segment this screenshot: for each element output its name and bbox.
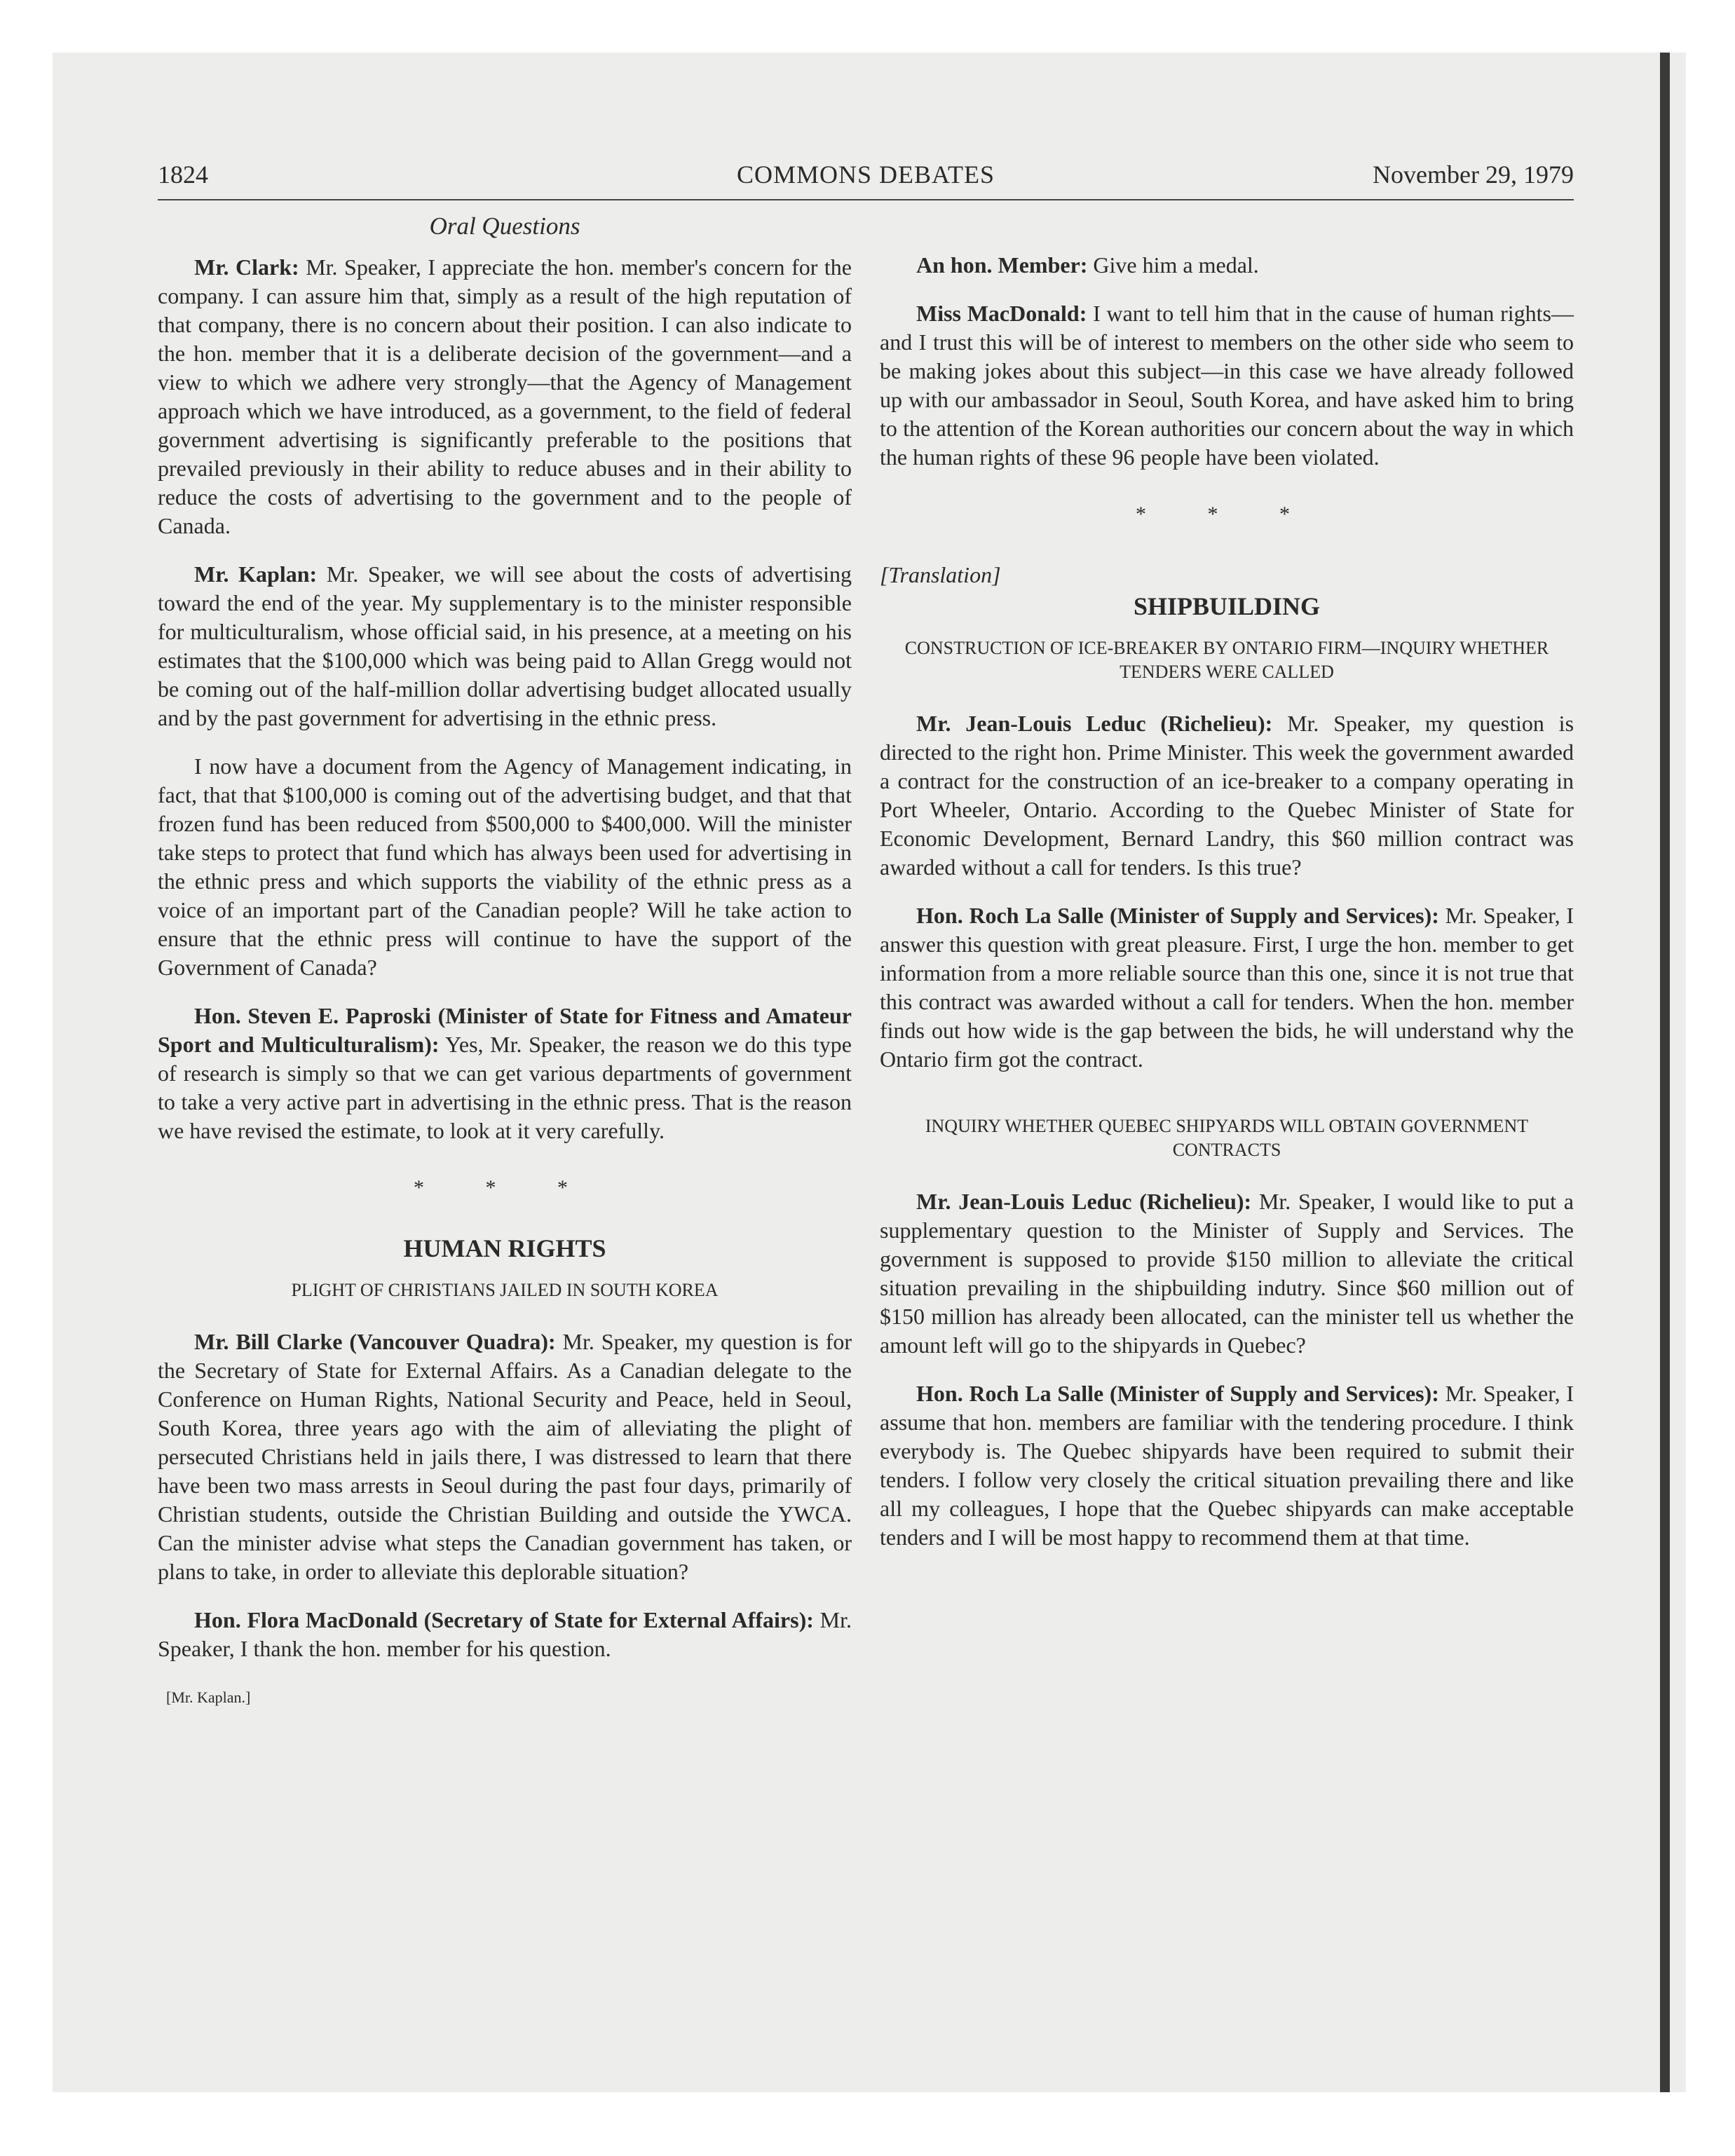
speaker-name: Miss MacDonald: — [916, 301, 1087, 326]
paragraph-macdonald-reply — [880, 299, 1574, 472]
footer-note: [Mr. Kaplan.] — [166, 1688, 251, 1706]
left-column — [158, 205, 852, 1712]
paragraph-lasalle-reply — [880, 1379, 1574, 1552]
section-divider: * * * — [414, 1176, 596, 1199]
paragraph-lasalle — [880, 901, 1574, 1074]
speech-text: Mr. Speaker, I would like to put a supplementary question to the Minister of Supply and Services. The government is supposed to provide $150 million to alleviate the critical situation prevailing in the shipbuilding indutry. Since $60 million out of $150 million has already been allocated, can the minister tell us whether the amount left will go to the shipyards in Quebec? — [880, 1189, 1574, 1358]
page-header — [158, 160, 1574, 200]
speaker-name: Mr. Jean-Louis Leduc (Richelieu): — [916, 711, 1273, 736]
translation-marker: [Translation] — [880, 562, 1001, 587]
section-title: HUMAN RIGHTS — [403, 1234, 606, 1262]
paragraph-leduc-supplementary — [880, 1187, 1574, 1360]
section-divider: * * * — [1136, 503, 1318, 526]
speech-text: Mr. Speaker, my question is for the Secretary of State for External Affairs. As a Canadian delegate to the Conference on Human Rights, National Security and Peace, held in Seoul, South Korea, three years ago with the aim of alleviating the plight of persecuted Christians held in jails there, I was distressed to learn that there have been two mass arrests in Seoul during the past four days, primarily of Christian students, outside the Christian Building and outside the YWCA. Can the minister advise what steps the Canadian government has taken, or plans to take, in order to alleviate this deplorable situation? — [158, 1329, 852, 1584]
spacer — [880, 1093, 1574, 1114]
page-date: November 29, 1979 — [1373, 161, 1574, 189]
speech-text: Mr. Speaker, I appreciate the hon. member's concern for the company. I can assure him that, simply as a result of the high reputation of that company, there is no concern about their position. I can also indicate to the hon. member that it is a deliberate decision of the government—and a view to which we adhere very strongly—that the Agency of Management approach which we have introduced, as a government, to the field of federal government advertising is significantly preferable to the positions that prevailed previously in their ability to reduce abuses and in their ability to reduce the costs of advertising to the government and to the people of Canada. — [158, 254, 852, 538]
paragraph-macdonald — [158, 1606, 852, 1663]
publication-title: COMMONS DEBATES — [736, 161, 995, 189]
speaker-name: Mr. Clark: — [194, 254, 299, 280]
speech-text: Give him a medal. — [1093, 252, 1259, 278]
speaker-name: Mr. Kaplan: — [194, 561, 318, 587]
speech-text: Mr. Speaker, my question is directed to the right hon. Prime Minister. This week the government awarded a contract for the construction of an ice-breaker to a company operating in Port Wheeler, Ontario. According to the Quebec Minister of State for Economic Development, Bernard Landry, this $60 million contract was awarded without a call for tenders. Is this true? — [880, 711, 1574, 880]
section-subtitle: INQUIRY WHETHER QUEBEC SHIPYARDS WILL OBTAIN GOVERNMENT CONTRACTS — [925, 1116, 1529, 1160]
page-number: 1824 — [158, 161, 208, 189]
speech-text: Mr. Speaker, I assume that hon. members are familiar with the tendering procedure. I think everybody is. The Quebec shipyards have been required to submit their tenders. I follow very closely the critical situation prevailing there and like all my colleagues, I hope that the Quebec shipyards can make acceptable tenders and I will be most happy to recommend them at that time. — [880, 1381, 1574, 1550]
speaker-name: Mr. Jean-Louis Leduc (Richelieu): — [916, 1189, 1252, 1214]
paragraph-paproski — [158, 1002, 852, 1145]
running-head: Oral Questions — [429, 212, 580, 240]
right-column — [880, 251, 1574, 1571]
scan-edge-bar — [1660, 53, 1670, 2092]
paragraph-hon-member — [880, 251, 1574, 280]
speech-text: Yes, Mr. Speaker, the reason we do this type of research is simply so that we can get various departments of government to take a very active part in advertising in the ethnic press. That is the reason we have revised the estimate, to look at it very carefully. — [158, 1032, 852, 1143]
speaker-name: An hon. Member: — [916, 252, 1088, 278]
speaker-name: Hon. Roch La Salle (Minister of Supply and Services): — [916, 1381, 1439, 1406]
section-title: SHIPBUILDING — [1133, 592, 1321, 620]
paragraph-clarke — [158, 1328, 852, 1586]
speech-text: Mr. Speaker, we will see about the costs of advertising toward the end of the year. My supplementary is to the minister responsible for multiculturalism, whose official said, in his presence, at a meeting on his estimates that the $100,000 which was being paid to Allan Gregg would not be coming out of the half-million dollar advertising budget allocated usually and by the past government for advertising in the ethnic press. — [158, 561, 852, 730]
speech-text: I want to tell him that in the cause of human rights—and I trust this will be of interest to members on the other side who seem to be making jokes about this subject—in this case we have already followed up with our ambassador in Seoul, South Korea, and have asked him to bring to the attention of the Korean authorities our concern about the way in which the human rights of these 96 people have been violated. — [880, 301, 1574, 470]
paragraph-clark — [158, 253, 852, 540]
paragraph-kaplan — [158, 560, 852, 732]
paragraph-kaplan-continued: I now have a document from the Agency of Management indicating, in fact, that that $100,000 is coming out of the advertising budget, and that that frozen fund has been reduced from $500,000 to $400,000. Will the minister take steps to protect that fund which has always been used for advertising in the ethnic press and which supports the viability of the ethnic press as a voice of an important part of the Canadian people? Will he take action to ensure that the ethnic press will continue to have the support of the Government of Canada? — [158, 753, 852, 980]
speaker-name: Mr. Bill Clarke (Vancouver Quadra): — [194, 1329, 556, 1354]
speech-text: Mr. Speaker, I answer this question with great pleasure. First, I urge the hon. member to get information from a more reliable source than this one, since it is not true that this contract was awarded without a call for tenders. When the hon. member finds out how wide is the gap between the bids, he will understand why the Ontario firm got the contract. — [880, 903, 1574, 1072]
speaker-name: Hon. Roch La Salle (Minister of Supply and Services): — [916, 903, 1439, 928]
speaker-name: Hon. Steven E. Paproski (Minister of State for Fitness and Amateur Sport and Multiculturalism): — [158, 1003, 852, 1057]
section-subtitle: CONSTRUCTION OF ICE-BREAKER BY ONTARIO FIRM—INQUIRY WHETHER TENDERS WERE CALLED — [904, 638, 1549, 682]
paragraph-leduc — [880, 709, 1574, 882]
speaker-name: Hon. Flora MacDonald (Secretary of State for External Affairs): — [194, 1607, 814, 1632]
speech-text: Mr. Speaker, I thank the hon. member for his question. — [158, 1607, 852, 1661]
section-subtitle: PLIGHT OF CHRISTIANS JAILED IN SOUTH KOREA — [291, 1280, 719, 1300]
